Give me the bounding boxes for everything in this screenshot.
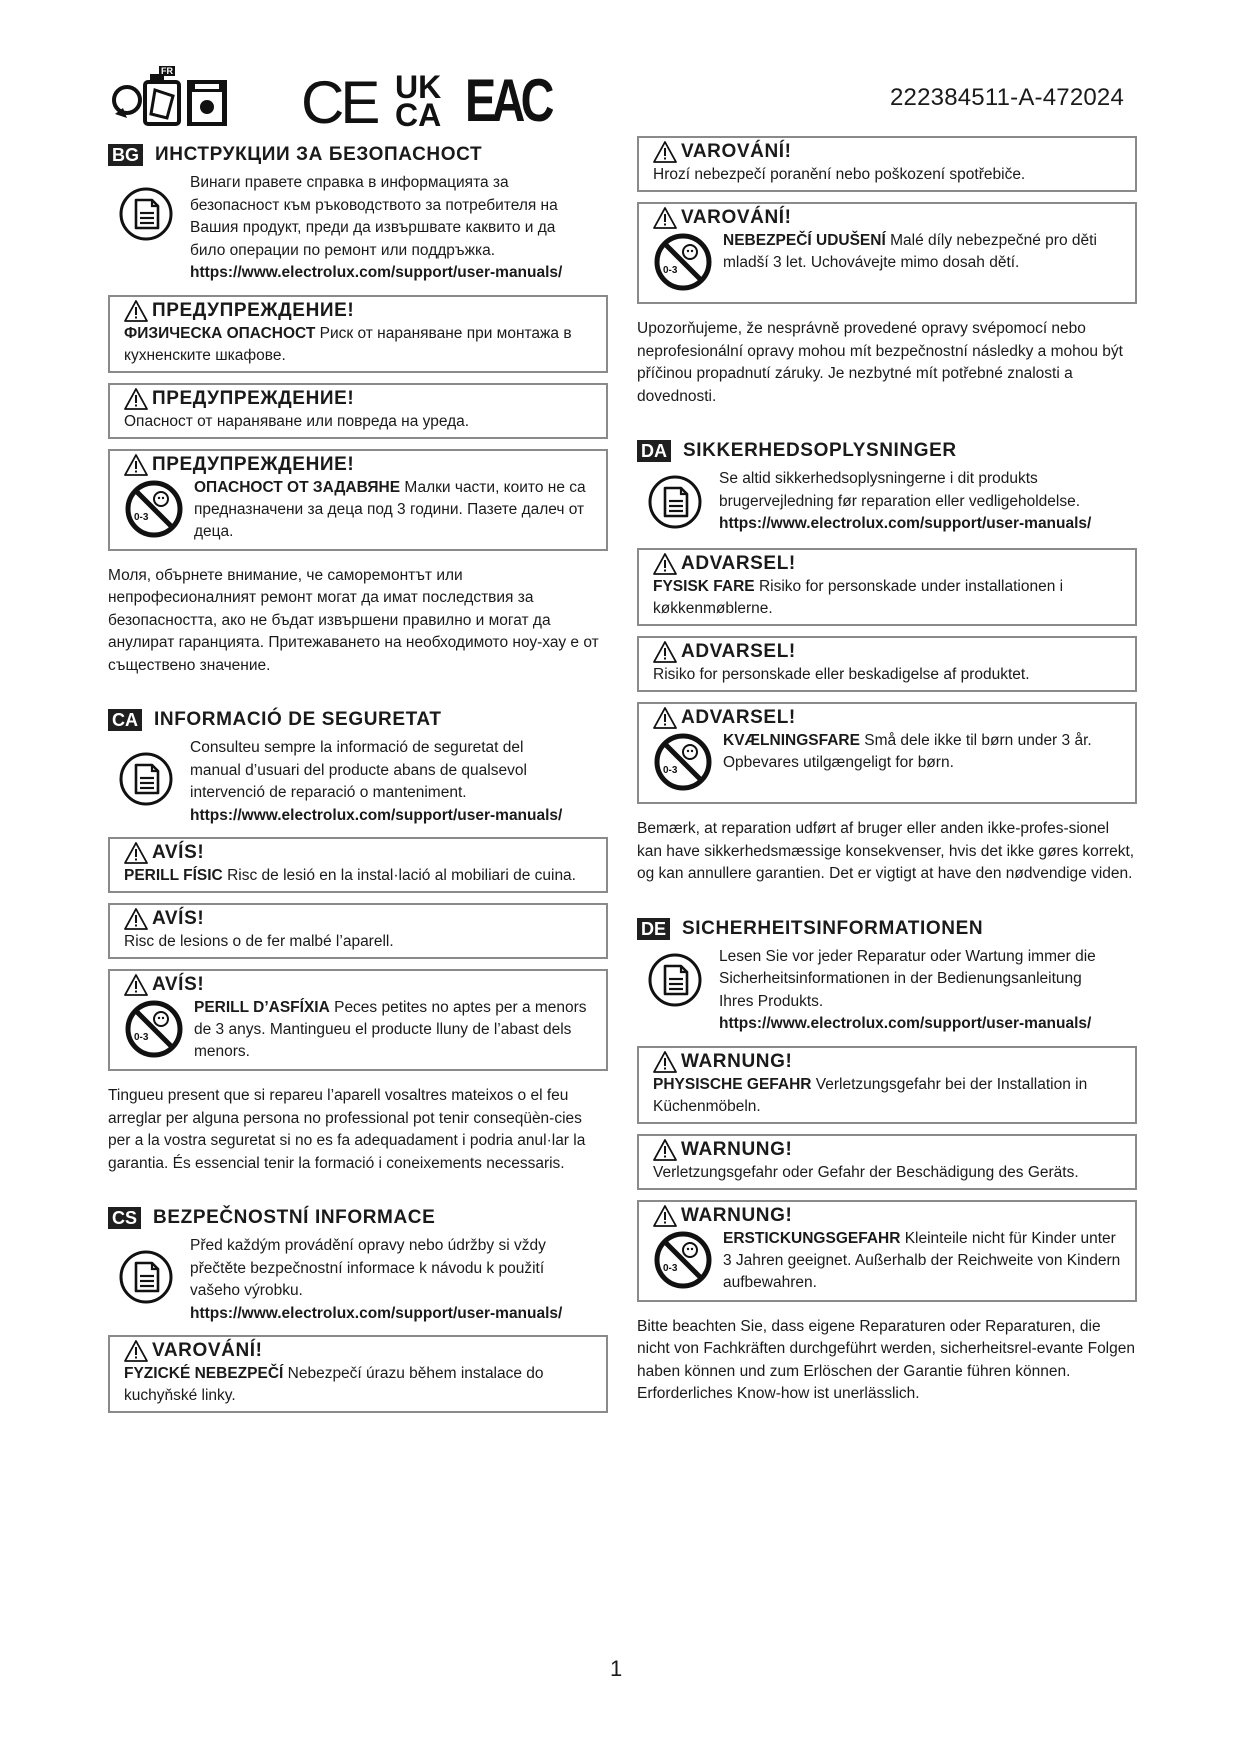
warning-triangle-icon: [653, 553, 677, 575]
warning-hazard: PERILL FÍSIC: [124, 867, 223, 884]
support-url[interactable]: https://www.electrolux.com/support/user-manuals/: [719, 515, 1092, 532]
intro-line: Винаги правете справка в информацията за: [190, 174, 509, 191]
warning-triangle-icon: [124, 842, 148, 864]
language-tag: DE: [637, 918, 670, 940]
warning-text: Risiko for personskade under installationen i køkkenmøblerne.: [653, 578, 1064, 617]
intro-line: Sicherheitsinformationen in der Bedienungsanleitung: [719, 970, 1082, 987]
intro-line: intervenció de reparació o manteniment.: [190, 784, 467, 801]
warning-title: AVÍS!: [152, 908, 205, 929]
language-tag: CA: [108, 709, 142, 731]
section-title: BEZPEČNOSTNÍ INFORMACE: [153, 1207, 436, 1228]
warning-title: VAROVÁNÍ!: [681, 207, 792, 228]
warning-box: [108, 295, 608, 373]
warning-triangle-icon: [653, 641, 677, 663]
intro-line: безопасност към ръководството за потребителя на: [190, 196, 558, 214]
intro-line: било операции по ремонт или поддръжка.: [190, 241, 496, 259]
warning-text: Verletzungsgefahr bei der Installation in Küchenmöbeln.: [653, 1075, 1088, 1115]
warning-text: Kleinteile nicht für Kinder unter 3 Jahren geeignet. Außerhalb der Reichweite von Kindern aufbewahren.: [723, 1229, 1121, 1291]
warning-text: Malé díly nebezpečné pro děti mladší 3 let. Uchovávejte mimo dosah dětí.: [723, 232, 1097, 271]
section-title: SICHERHEITSINFORMATIONEN: [682, 917, 984, 939]
warning-text: Risc de lesions o de fer malbé l’aparell.: [124, 933, 394, 950]
warning-box: [637, 202, 1137, 304]
warning-title: WARNUNG!: [681, 1138, 793, 1160]
manual-reference: [108, 737, 608, 827]
warning-box: [637, 1200, 1137, 1302]
choking-hazard-icon: [653, 1230, 713, 1290]
warning-hazard: FYSISK FARE: [653, 578, 755, 595]
warning-text: Risc de lesió en la instal·lació al mobiliari de cuina.: [222, 867, 576, 884]
warning-box: [108, 903, 608, 959]
warning-box: [637, 548, 1137, 626]
warning-hazard: PERILL D’ASFÍXIA: [194, 999, 330, 1016]
warning-triangle-icon: [124, 454, 148, 476]
right-column: [637, 128, 1137, 1406]
warning-box: [108, 449, 608, 551]
recycling-logo: [105, 70, 265, 132]
manual-book-icon: [647, 952, 703, 1008]
repair-note: Upozorňujeme, že nesprávně provedené opravy svépomocí nebo neprofesionální opravy mohou mít bezpečnostní následky a mohou být příčinou propadnutí záruky. Je nezbytné mít potřebné znalosti a dovednosti.: [637, 320, 1123, 405]
warning-triangle-icon: [653, 141, 677, 163]
section-title: SIKKERHEDSOPLYSNINGER: [683, 440, 957, 461]
ukca-mark-top: UK: [395, 69, 442, 105]
warning-title: AVÍS!: [152, 842, 205, 863]
warning-triangle-icon: [653, 207, 677, 229]
warning-box: [108, 969, 608, 1071]
manual-book-icon: [647, 474, 703, 530]
warning-box: [637, 1134, 1137, 1190]
section-da: [637, 438, 1137, 886]
warning-box: [637, 702, 1137, 804]
warning-title: VAROVÁNÍ!: [152, 1340, 263, 1361]
intro-line: manual d’usuari del producte abans de qualsevol: [190, 761, 527, 779]
warning-box: [637, 1046, 1137, 1124]
warning-hazard: ФИЗИЧЕСКА ОПАСНОСТ: [124, 324, 316, 342]
warning-text: Små dele ikke til børn under 3 år. Opbevares utilgængeligt for børn.: [723, 732, 1092, 771]
warning-hazard: PHYSISCHE GEFAHR: [653, 1075, 812, 1093]
warning-triangle-icon: [124, 974, 148, 996]
intro-line: Consulteu sempre la informació de seguretat del: [190, 739, 524, 756]
warning-hazard: NEBEZPEČÍ UDUŠENÍ: [723, 232, 886, 249]
section-title: INFORMACIÓ DE SEGURETAT: [154, 709, 442, 730]
language-tag: BG: [108, 144, 143, 166]
intro-line: Před každým provádění opravy nebo údržby si vždy: [190, 1237, 546, 1254]
warning-box: [637, 136, 1137, 192]
warning-title: ПРЕДУПРЕЖДЕНИЕ!: [152, 387, 355, 409]
warning-title: ПРЕДУПРЕЖДЕНИЕ!: [152, 299, 355, 321]
warning-hazard: FYZICKÉ NEBEZPEČÍ: [124, 1365, 284, 1382]
warning-title: WARNUNG!: [681, 1050, 793, 1072]
choking-hazard-icon: [124, 999, 184, 1059]
manual-reference: [108, 172, 608, 285]
ukca-mark-bottom: CA: [395, 97, 442, 133]
page-number: 1: [610, 1656, 623, 1681]
warning-title: ADVARSEL!: [681, 707, 796, 728]
intro-line: Lesen Sie vor jeder Reparatur oder Wartung immer die: [719, 947, 1096, 965]
section-ca: [108, 707, 608, 1175]
warning-box: [108, 1335, 608, 1413]
warning-hazard: KVÆLNINGSFARE: [723, 732, 860, 749]
language-tag: CS: [108, 1207, 141, 1229]
warning-box: [108, 383, 608, 439]
warning-title: ПРЕДУПРЕЖДЕНИЕ!: [152, 453, 355, 475]
warning-text: Hrozí nebezpečí poranění nebo poškození spotřebiče.: [653, 166, 1026, 183]
intro-line: vašeho výrobku.: [190, 1282, 303, 1299]
document-code: 222384511-A-472024: [890, 84, 1125, 111]
choking-hazard-icon: [653, 732, 713, 792]
warning-triangle-icon: [653, 707, 677, 729]
section-bg: [108, 142, 608, 677]
warning-text: Peces petites no aptes per a menors de 3 anys. Mantingueu el producte lluny de l’abast dels menors.: [194, 999, 587, 1060]
support-url[interactable]: https://www.electrolux.com/support/user-manuals/: [190, 264, 563, 281]
warning-text: Риск от нараняване при монтажа в кухненските шкафове.: [124, 324, 572, 364]
manual-book-icon: [118, 1249, 174, 1305]
repair-note: Tingueu present que si repareu l’aparell vosaltres mateixos o el feu arreglar per alguna persona no professional pot tenir conseqüèn-cies per a la vostra seguretat si no es fa adequadament i podria anul·lar la garantia. És essencial tenir la formació i coneixements necessaris.: [108, 1087, 586, 1172]
manual-reference: [108, 1235, 608, 1325]
warning-title: VAROVÁNÍ!: [681, 141, 792, 162]
section-cs: [108, 1205, 608, 1413]
warning-title: WARNUNG!: [681, 1204, 793, 1226]
ce-mark: CE: [301, 69, 377, 136]
eac-mark: EAC: [465, 67, 550, 134]
warning-triangle-icon: [653, 1051, 677, 1073]
support-url[interactable]: https://www.electrolux.com/support/user-manuals/: [190, 1304, 563, 1322]
repair-note: Моля, обърнете внимание, че саморемонтът или непрофесионалният ремонт могат да имат последствия за безопасността, ако не бъдат извършени правилно и могат да анулират гаранцията. Притежаването на необходимото ноу-хау е от съществено значение.: [108, 566, 599, 674]
warning-triangle-icon: [124, 300, 148, 322]
warning-hazard: ОПАСНОСТ ОТ ЗАДАВЯНЕ: [194, 478, 401, 496]
section-title: ИНСТРУКЦИИ ЗА БЕЗОПАСНОСТ: [155, 144, 483, 165]
repair-note: Bemærk, at reparation udført af bruger eller anden ikke-profes-sionel kan have sikkerhedsmæssige konsekvenser, hvis det ikke gøres korrekt, og kan annullere garantien. Det er vigtigt at have den nødvendige viden.: [637, 820, 1135, 882]
warning-title: ADVARSEL!: [681, 553, 796, 574]
intro-line: Se altid sikkerhedsoplysningerne i dit produkts: [719, 470, 1038, 487]
warning-text: Verletzungsgefahr oder Gefahr der Beschädigung des Geräts.: [653, 1163, 1079, 1181]
manual-book-icon: [118, 186, 174, 242]
left-column: [108, 142, 608, 1413]
repair-note: Bitte beachten Sie, dass eigene Reparaturen oder Reparaturen, die nicht von Fachkräften durchgeführt werden, sicherheitsrel-evante Folgen haben können und zum Erlöschen der Garantie führen können. Erforderliches Know-how ist unerlässlich.: [637, 1317, 1135, 1402]
choking-hazard-icon: [124, 479, 184, 539]
warning-title: ADVARSEL!: [681, 641, 796, 662]
warning-box: [108, 837, 608, 893]
warning-title: AVÍS!: [152, 974, 205, 995]
warning-text: Risiko for personskade eller beskadigelse af produktet.: [653, 666, 1030, 683]
warning-triangle-icon: [653, 1139, 677, 1161]
manual-book-icon: [118, 751, 174, 807]
intro-line: přečtěte bezpečnostní informace k návodu k použití: [190, 1259, 545, 1277]
warning-triangle-icon: [124, 908, 148, 930]
warning-hazard: ERSTICKUNGSGEFAHR: [723, 1229, 901, 1247]
warning-triangle-icon: [124, 388, 148, 410]
fr-mark: FR: [161, 66, 173, 76]
manual-reference: [637, 946, 1137, 1036]
warning-triangle-icon: [653, 1205, 677, 1227]
support-url[interactable]: https://www.electrolux.com/support/user-manuals/: [719, 1015, 1092, 1032]
language-tag: DA: [637, 440, 671, 462]
warning-text: Малки части, които не са предназначени за деца под 3 години. Пазете далеч от деца.: [194, 478, 586, 540]
choking-hazard-icon: [653, 232, 713, 292]
intro-line: brugervejledning før reparation eller vedligeholdelse.: [719, 492, 1081, 510]
warning-box: [637, 636, 1137, 692]
section-de: [637, 916, 1137, 1406]
warning-text: Опасност от нараняване или повреда на уреда.: [124, 412, 470, 430]
warning-triangle-icon: [124, 1340, 148, 1362]
intro-line: Ihres Produkts.: [719, 992, 824, 1010]
warning-text: Nebezpečí úrazu během instalace do kuchyňské linky.: [124, 1365, 544, 1404]
intro-line: Вашия продукт, преди да извършвате каквито и да: [190, 219, 556, 236]
manual-reference: [637, 468, 1137, 538]
support-url[interactable]: https://www.electrolux.com/support/user-manuals/: [190, 806, 563, 824]
